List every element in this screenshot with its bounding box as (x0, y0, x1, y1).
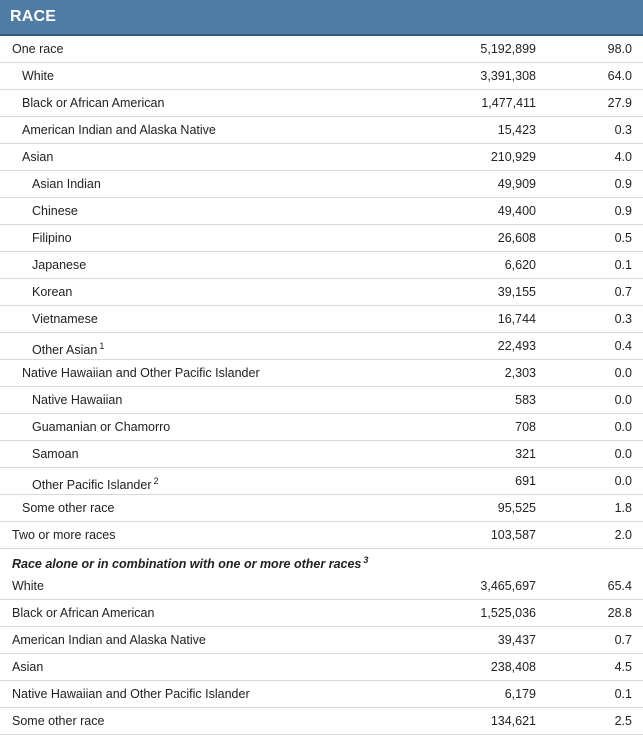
row-label: Korean (32, 285, 73, 299)
row-count: 103,587 (490, 528, 536, 542)
row-percent: 4.5 (614, 660, 632, 674)
row-count: 3,465,697 (480, 579, 536, 593)
row-label: Japanese (32, 258, 87, 272)
row-percent: 0.0 (614, 474, 632, 488)
table-row (0, 333, 643, 360)
row-count: 583 (515, 393, 536, 407)
row-percent: 0.9 (614, 177, 632, 191)
row-count: 1,477,411 (481, 96, 536, 110)
table-row (0, 306, 643, 333)
footnote-marker: 2 (153, 476, 159, 486)
table-row (0, 441, 643, 468)
row-label: American Indian and Alaska Native (22, 123, 216, 137)
row-label: Asian (22, 150, 54, 164)
row-percent: 0.1 (614, 687, 632, 701)
table-row (0, 654, 643, 681)
row-label: Black or African American (12, 606, 155, 620)
table-row (0, 90, 643, 117)
row-percent: 0.9 (614, 204, 632, 218)
table-row (0, 414, 643, 441)
row-count: 49,909 (497, 177, 536, 191)
footnote-marker: 1 (99, 341, 105, 351)
table-row (0, 63, 643, 90)
row-label: Asian (12, 660, 44, 674)
table-title: RACE (10, 8, 57, 25)
row-count: 15,423 (497, 123, 536, 137)
row-label: Other Asian $^1$ (32, 341, 105, 357)
row-count: 16,744 (497, 312, 536, 326)
row-percent: 0.3 (614, 123, 632, 137)
row-percent: 0.7 (614, 633, 632, 647)
row-label: Black or African American (22, 96, 165, 110)
row-count: 49,400 (497, 204, 536, 218)
footnote-marker: 3 (363, 555, 369, 565)
row-count: 321 (515, 447, 536, 461)
row-count: 5,192,899 (480, 42, 536, 56)
table-row (0, 600, 643, 627)
row-label: Guamanian or Chamorro (32, 420, 171, 434)
row-percent: 98.0 (607, 42, 632, 56)
row-count: 691 (515, 474, 536, 488)
row-label: Vietnamese (32, 312, 98, 326)
row-count: 26,608 (497, 231, 536, 245)
row-count: 39,437 (497, 633, 536, 647)
row-label: Some other race (22, 501, 115, 515)
row-count: 134,621 (490, 714, 536, 728)
row-percent: 0.5 (614, 231, 632, 245)
row-count: 2,303 (504, 366, 536, 380)
table-row (0, 495, 643, 522)
row-label: Samoan (32, 447, 79, 461)
row-label: Two or more races (12, 528, 116, 542)
row-label: American Indian and Alaska Native (12, 633, 206, 647)
row-count: 3,391,308 (480, 69, 536, 83)
section-label: Race alone or in combination with one or more other races $^3$ (12, 555, 369, 571)
table-row (0, 225, 643, 252)
section-heading (0, 549, 643, 573)
table-header (0, 0, 643, 36)
row-percent: 1.8 (614, 501, 632, 515)
row-percent: 0.7 (614, 285, 632, 299)
row-percent: 4.0 (614, 150, 632, 164)
table-row (0, 279, 643, 306)
row-percent: 2.0 (614, 528, 632, 542)
row-count: 238,408 (490, 660, 536, 674)
row-percent: 65.4 (607, 579, 632, 593)
row-count: 1,525,036 (480, 606, 536, 620)
table-row (0, 360, 643, 387)
row-label: Some other race (12, 714, 105, 728)
row-label: Asian Indian (32, 177, 101, 191)
table-row (0, 681, 643, 708)
table-row (0, 573, 643, 600)
row-count: 708 (515, 420, 536, 434)
row-percent: 0.1 (614, 258, 632, 272)
row-percent: 0.3 (614, 312, 632, 326)
row-percent: 0.0 (614, 447, 632, 461)
row-label: Filipino (32, 231, 72, 245)
table-row (0, 252, 643, 279)
row-percent: 0.4 (614, 339, 632, 353)
row-label: Other Pacific Islander $^2$ (32, 476, 159, 492)
table-row (0, 198, 643, 225)
row-label: White (12, 579, 44, 593)
row-count: 22,493 (497, 339, 536, 353)
row-count: 6,620 (504, 258, 536, 272)
row-label: Native Hawaiian and Other Pacific Islander (22, 366, 260, 380)
table-row (0, 36, 643, 63)
row-label: One race (12, 42, 64, 56)
row-label: White (22, 69, 54, 83)
table-row (0, 117, 643, 144)
row-percent: 0.0 (614, 393, 632, 407)
table-row (0, 144, 643, 171)
row-label: Chinese (32, 204, 78, 218)
row-count: 6,179 (504, 687, 536, 701)
row-percent: 2.5 (614, 714, 632, 728)
table-row (0, 627, 643, 654)
table-row (0, 468, 643, 495)
table-row (0, 522, 643, 549)
row-count: 95,525 (497, 501, 536, 515)
row-label: Native Hawaiian and Other Pacific Islander (12, 687, 250, 701)
row-count: 210,929 (490, 150, 536, 164)
row-percent: 64.0 (607, 69, 632, 83)
row-percent: 0.0 (614, 420, 632, 434)
table-row (0, 171, 643, 198)
row-count: 39,155 (497, 285, 536, 299)
row-percent: 27.9 (607, 96, 632, 110)
row-label: Native Hawaiian (32, 393, 123, 407)
table-row (0, 387, 643, 414)
row-percent: 28.8 (607, 606, 632, 620)
row-percent: 0.0 (614, 366, 632, 380)
